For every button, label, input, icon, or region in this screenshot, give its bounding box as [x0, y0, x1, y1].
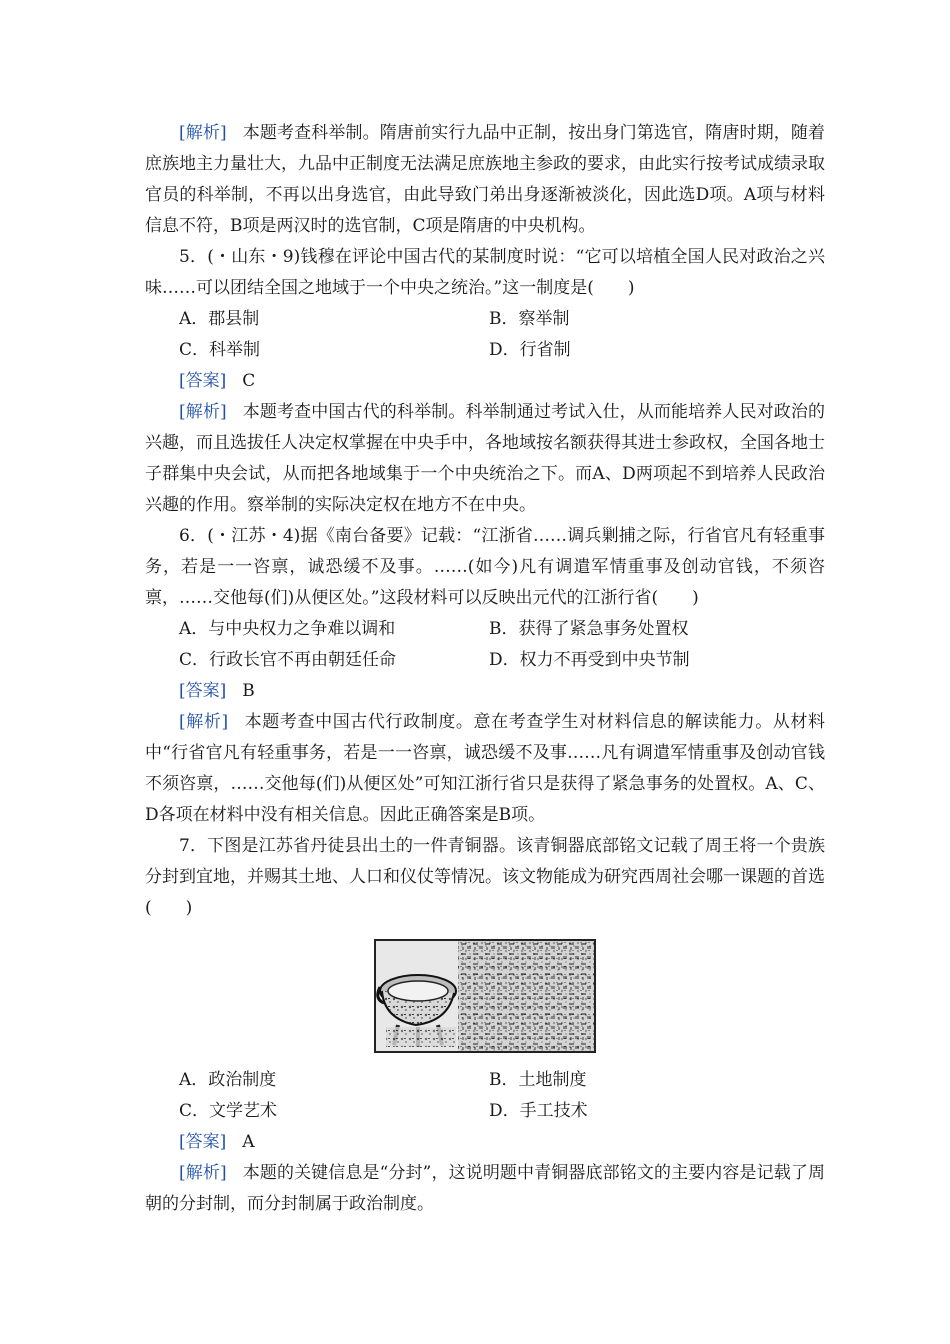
document-page [145, 118, 825, 1220]
explanation-text: 本题的关键信息是“分封”，这说明题中青铜器底部铭文的主要内容是记载了周朝的分封制，而分封制属于政治制度。 [145, 1163, 825, 1214]
q5-options [145, 304, 825, 366]
q5-answer [145, 366, 825, 397]
q6-option-d: D．权力不再受到中央节制 [489, 650, 690, 670]
explanation-tag: [解析] [179, 1163, 227, 1183]
q6-option-a: A．与中央权力之争难以调和 [179, 619, 396, 639]
q5-option-d: D．行省制 [489, 340, 571, 360]
explanation-tag: [解析] [179, 123, 227, 143]
q6-option-c: C．行政长官不再由朝廷任命 [179, 650, 397, 670]
answer-tag: [答案] [179, 371, 227, 391]
q7-option-b: B．土地制度 [489, 1070, 587, 1090]
explanation-text: 本题考查科举制。隋唐前实行九品中正制，按出身门第选官，隋唐时期，随着庶族地主力量壮大，九品中正制度无法满足庶族地主参政的要求，由此实行按考试成绩录取官员的科举制，不再以出身选官，由此导致门弟出身逐渐被淡化，因此选D项。A项与材料信息不符，B项是两汉时的选官制，C项是隋唐的中央机构。 [145, 123, 826, 236]
q5-explanation [145, 397, 825, 521]
bronze-vessel-image [374, 939, 596, 1053]
explanation-text: 本题考查中国古代行政制度。意在考查学生对材料信息的解读能力。从材料中“行省官凡有轻重事务，若是一一咨禀，诚恐缓不及事……凡有调遣军情重事及创动官钱不须咨禀，……交他每(们)从便区处”可知江浙行省只是获得了紧急事务的处置权。A、C、D各项在材料中没有相关信息。因此正确答案是B项。 [145, 712, 825, 825]
q5-option-a: A．郡县制 [179, 309, 260, 329]
q7-answer [145, 1127, 825, 1158]
explanation-tag: [解析] [179, 402, 227, 422]
answer-value: C [242, 371, 256, 391]
bronze-figure-wrap [145, 939, 825, 1053]
q6-options [145, 614, 825, 676]
explanation-tag: [解析] [179, 712, 229, 732]
q6-answer [145, 676, 825, 707]
bronze-vessel-drawing [376, 941, 594, 1051]
q5-stem: 5．(・山东・9)钱穆在评论中国古代的某制度时说：“它可以培植全国人民对政治之兴味……可以团结全国之地域于一个中央之统治。”这一制度是( ) [145, 247, 825, 298]
answer-tag: [答案] [179, 681, 227, 701]
answer-value: B [242, 681, 255, 701]
q5-option-b: B．察举制 [489, 309, 570, 329]
q7-option-d: D．手工技术 [489, 1101, 588, 1121]
q7-options [145, 1065, 825, 1127]
q6-stem: 6．(・江苏・4)据《南台备要》记载：“江浙省……调兵剿捕之际，行省官凡有轻重事务，若是一一咨禀，诚恐缓不及事。……(如今)凡有调遣军情重事及创动官钱，不须咨禀，……交他每(们)从便区处。”这段材料可以反映出元代的江浙行省( ) [145, 526, 825, 608]
q7-option-c: C．文学艺术 [179, 1101, 278, 1121]
q6-explanation [145, 707, 825, 831]
q7-option-a: A．政治制度 [179, 1070, 277, 1090]
q5-option-c: C．科举制 [179, 340, 261, 360]
q7-stem: 7．下图是江苏省丹徒县出土的一件青铜器。该青铜器底部铭文记载了周王将一个贵族分封到宜地，并赐其土地、人口和仪仗等情况。该文物能成为研究西周社会哪一课题的首选( ) [145, 836, 825, 918]
q6-option-b: B．获得了紧急事务处置权 [489, 619, 689, 639]
q4-explanation [145, 118, 825, 242]
answer-value: A [242, 1132, 255, 1152]
answer-tag: [答案] [179, 1132, 227, 1152]
explanation-text: 本题考查中国古代的科举制。科举制通过考试入仕，从而能培养人民对政治的兴趣，而且选拔任人决定权掌握在中央手中，各地域按名额获得其进士参政权，全国各地士子群集中央会试，从而把各地域集于一个中央统治之下。而A、D两项起不到培养人民政治兴趣的作用。察举制的实际决定权在地方不在中央。 [145, 402, 826, 515]
q7-explanation [145, 1158, 825, 1220]
